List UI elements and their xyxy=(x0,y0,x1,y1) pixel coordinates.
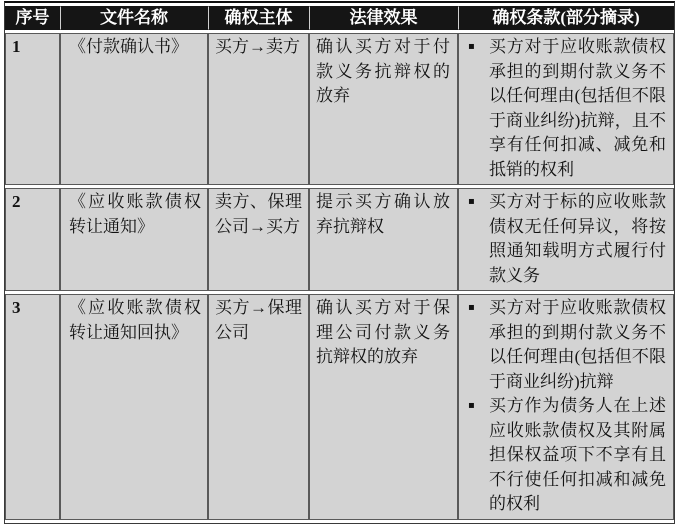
clause-text: 买方对于标的应收账款债权无任何异议，将按照通知载明方式履行付款义务 xyxy=(489,192,666,285)
square-bullet-icon: ▪ xyxy=(468,400,475,411)
header-clauses: 确权条款(部分摘录) xyxy=(458,6,674,30)
effect-cell: 确认买方对于保理公司付款义务抗辩权的放弃 xyxy=(309,294,458,520)
effect-cell: 确认买方对于付款义务抗辩权的放弃 xyxy=(309,33,458,185)
effect-cell: 提示买方确认放弃抗辩权 xyxy=(309,188,458,291)
clause-text: 买方作为债务人在上述应收账款债权及其附属担保权益项下不享有且不行使任何扣减和减免的权利 xyxy=(489,396,666,513)
clause-item xyxy=(468,394,666,517)
seq-cell: 2 xyxy=(5,188,60,291)
doc-name-cell: 《应收账款债权转让通知》 xyxy=(60,188,208,291)
clause-item xyxy=(468,296,666,394)
subject-cell: 买方→保理公司 xyxy=(208,294,309,520)
subject-cell: 卖方、保理公司→买方 xyxy=(208,188,309,291)
header-legal-effect: 法律效果 xyxy=(309,6,458,30)
clauses-cell xyxy=(458,33,674,185)
square-bullet-icon: ▪ xyxy=(468,41,475,52)
doc-name-cell: 《付款确认书》 xyxy=(60,33,208,185)
header-subject: 确权主体 xyxy=(208,6,309,30)
header-seq: 序号 xyxy=(5,6,60,30)
clause-item xyxy=(468,35,666,182)
subject-cell: 买方→卖方 xyxy=(208,33,309,185)
clauses-cell xyxy=(458,188,674,291)
table-row xyxy=(5,188,674,291)
header-row xyxy=(5,6,674,30)
clause-item xyxy=(468,190,666,288)
table-row xyxy=(5,294,674,520)
header-doc-name: 文件名称 xyxy=(60,6,208,30)
seq-cell: 1 xyxy=(5,33,60,185)
rights-confirmation-table xyxy=(4,1,675,524)
doc-name-cell: 《应收账款债权转让通知回执》 xyxy=(60,294,208,520)
clause-text: 买方对于应收账款债权承担的到期付款义务不以任何理由(包括但不限于商业纠纷)抗辩 xyxy=(489,298,666,391)
clause-text: 买方对于应收账款债权承担的到期付款义务不以任何理由(包括但不限于商业纠纷)抗辩，且不享有任何扣减、减免和抵销的权利 xyxy=(489,37,666,179)
seq-cell: 3 xyxy=(5,294,60,520)
clauses-cell xyxy=(458,294,674,520)
table-row xyxy=(5,33,674,185)
square-bullet-icon: ▪ xyxy=(468,302,475,313)
square-bullet-icon: ▪ xyxy=(468,196,475,207)
